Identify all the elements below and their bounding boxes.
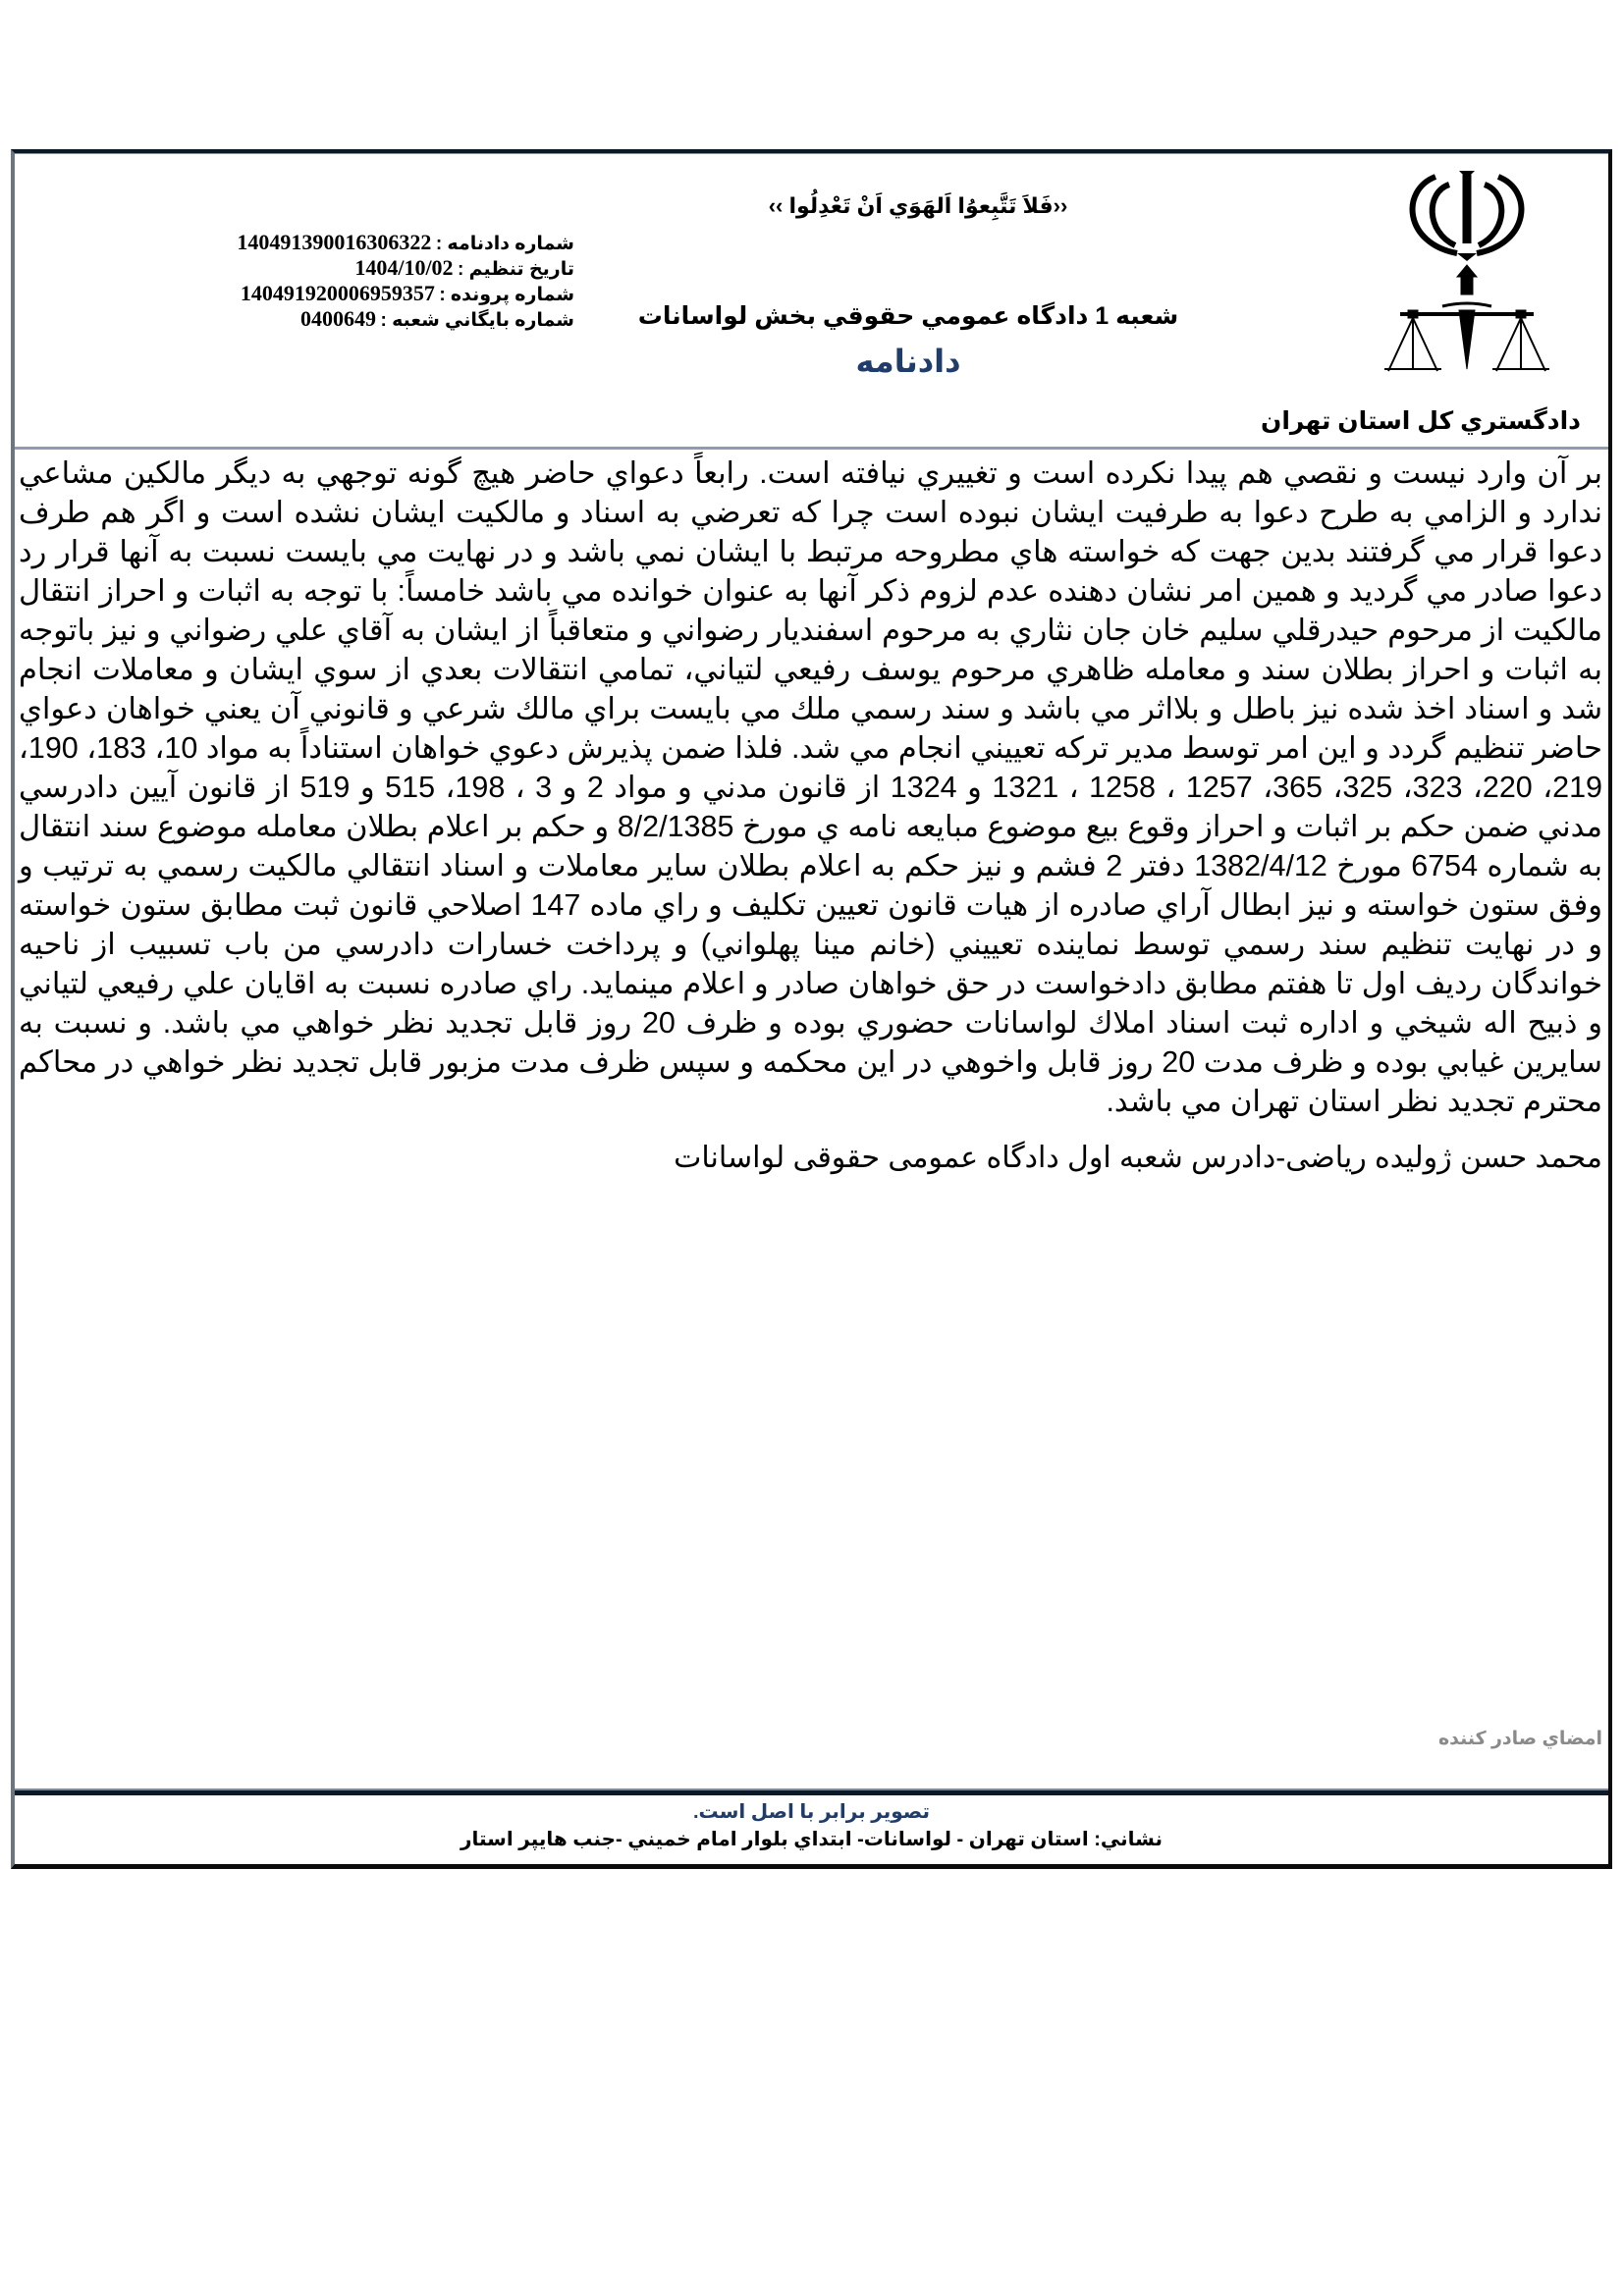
judge-signature-line: محمد حسن ژوليده رياضی-دادرس شعبه اول دادگاه عمومی حقوقی لواسانات <box>674 1142 1602 1174</box>
verdict-body-text: بر آن وارد نيست و نقصي هم پيدا نكرده است و تغييري نيافته است. رابعاً دعواي حاضر هيچ گونه توجهي به ديگر مالكين مشاعي ندارد و الزامي به طرح دعوا به طرفيت ايشان نبوده است چرا كه تعرضي به اسناد و مالكيت ايشان نشده است و اگر هم طرف دعوا قرار مي گرفتند بدين جهت كه خواسته هاي مطروحه مرتبط با ايشان نمي باشد و در نهايت مي بايست نسبت به آنها قرار رد دعوا صادر مي گرديد و همين امر نشان دهنده عدم لزوم ذكر آنها به عنوان خوانده مي باشد خامساً: با توجه به اثبات و احراز انتقال مالكيت از مرحوم حيدرقلي سليم خان جان نثاري به مرحوم اسفنديار رضواني و متعاقباً از ايشان به آقاي علي رضواني و نيز باتوجه به اثبات و احراز بطلان سند و معامله ظاهري مرحوم يوسف رفيعي لتياني، تمامي انتقالات بعدي از سوي ايشان و معاملات انجام شد و اسناد اخذ شده نيز باطل و بلااثر مي باشد و سند رسمي ملك مي بايست براي مالك شرعي و قانوني آن يعني خواهان دعواي حاضر تنظيم گردد و اين امر توسط مدير تركه تعييني انجام مي شد. فلذا ضمن پذيرش دعوي خواهان استناداً به مواد 10، 183، 190، 219، 220، 323، 325، 365، 1257 ، 1258 ، 1321 و 1324 از قانون مدني و مواد 2 و 3 ، 198، 515 و 519 از قانون آيين دادرسي مدني ضمن حكم بر اثبات و احراز وقوع بيع موضوع مبايعه نامه ي مورخ 8/2/1385 و حكم بر اعلام بطلان معامله موضوع سند انتقال به شماره 6754 مورخ 1382/4/12 دفتر 2 فشم و نيز حكم به اعلام بطلان ساير معاملات و اسناد انتقالي مالكيت رسمي به ترتيب و وفق ستون خواسته و نيز ابطال آراي صادره از هيات قانون تعيين تكليف و راي ماده 147 اصلاحي قانون ثبت مطابق ستون خواسته و در نهايت تنظيم سند رسمي توسط نماينده تعييني (خانم مينا پهلواني) و پرداخت خسارات دادرسي من باب تسبيب از ناحيه خواندگان رديف اول تا هفتم مطابق دادخواست در حق خواهان صادر و اعلام مينمايد. راي صادره نسبت به اقايان علي رفيعي لتياني و ذبيح اله شيخي و اداره ثبت اسناد املاك لواسانات حضوري بوده و ظرف 20 روز قابل تجديد نظر خواهي مي باشد. و نسبت به سايرين غيابي بوده و ظرف مدت 20 روز قابل واخوهي در اين محكمه و سپس ظرف مدت مزبور قابل تجديد نظر خواهي در محاكم محترم تجديد نظر استان تهران مي باشد. <box>19 456 1603 1118</box>
emblem-crest <box>1413 171 1522 261</box>
issue-date-row <box>103 255 574 281</box>
document-frame <box>11 149 1612 1869</box>
archive-number-row <box>103 306 574 332</box>
issuer-signature-label: امضاي صادر كننده <box>1437 1729 1602 1749</box>
judiciary-emblem-icon <box>1339 163 1595 374</box>
document-footer <box>15 1790 1608 1864</box>
organization-name: دادگستري كل استان تهران <box>1260 407 1581 435</box>
quranic-motto: ‹‹فَلاَ تَتَّبِعوُا اَلهَوَي اَنْ تَعْدِلُوا ›› <box>768 193 1068 218</box>
case-metadata <box>103 230 574 332</box>
case-number-value: 140491920006959357 <box>240 281 435 305</box>
scale-of-justice <box>1384 265 1549 371</box>
signature-space <box>19 1178 1602 1728</box>
document-header <box>15 153 1608 450</box>
court-branch-title: شعبه 1 دادگاه عمومي حقوقي بخش لواسانات <box>637 302 1179 330</box>
verdict-number-value: 140491390016306322 <box>237 230 432 254</box>
issue-date-label: تاريخ تنظيم : <box>458 259 574 280</box>
archive-number-label: شماره بايگاني شعبه : <box>380 310 574 331</box>
archive-number-value: 0400649 <box>300 306 377 331</box>
issue-date-value: 1404/10/02 <box>354 255 454 280</box>
court-address: نشاني: استان تهران - لواسانات- ابتداي بلوار امام خميني -جنب هايپر استار <box>460 1829 1164 1850</box>
case-number-label: شماره پرونده : <box>439 285 574 305</box>
document-title: دادنامه <box>855 344 961 379</box>
certified-copy-note: تصوير برابر با اصل است. <box>693 1801 930 1823</box>
case-number-row <box>103 281 574 306</box>
document-content <box>15 450 1608 1790</box>
verdict-number-label: شماره دادنامه : <box>435 234 574 254</box>
verdict-number-row <box>103 230 574 255</box>
